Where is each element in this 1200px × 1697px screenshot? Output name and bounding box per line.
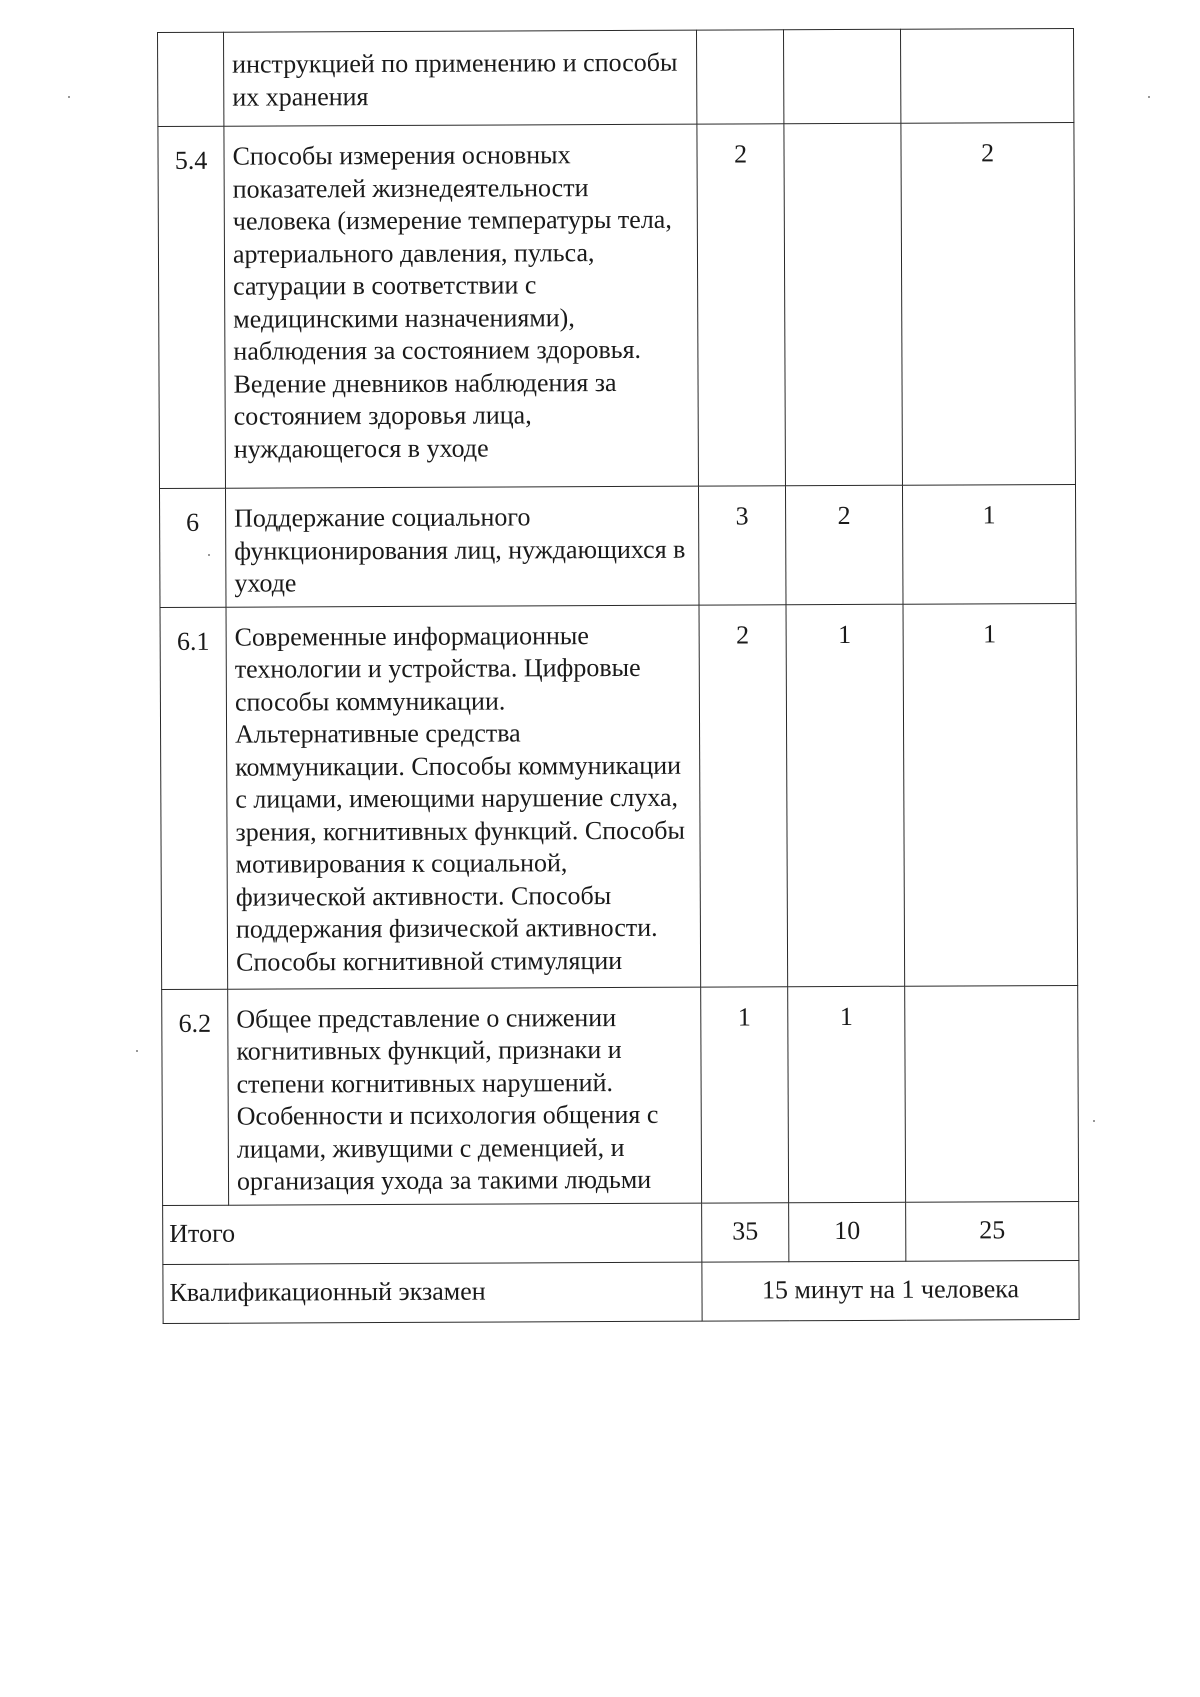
topic-name: Поддержание социального функционирования лиц, нуждающихся в уходе	[225, 486, 699, 607]
topic-name: Современные информационные технологии и устройства. Цифровые способы коммуникации. Альтернативные средства коммуникации. Способы коммуникации с лицами, имеющими нарушение слуха, зрения, когнитивных функций. Способы мотивирования к социальной, физической активности. Способы поддержания физической активности. Способы когнитивной стимуляции	[226, 605, 701, 989]
curriculum-table	[157, 28, 1080, 1323]
hours-theory	[783, 29, 900, 124]
hours-theory: 2	[785, 485, 903, 604]
hours-theory: 1	[788, 986, 906, 1203]
total-theory: 10	[789, 1202, 906, 1262]
hours-total: 3	[698, 486, 786, 605]
row-number: 6.2	[162, 989, 229, 1205]
row-number	[158, 32, 224, 126]
hours-total: 1	[701, 986, 789, 1202]
total-practice: 25	[906, 1201, 1079, 1261]
hours-practice: 1	[903, 603, 1078, 986]
hours-theory: 1	[786, 604, 905, 987]
total-label: Итого	[163, 1203, 702, 1264]
exam-row	[163, 1260, 1079, 1323]
hours-total	[696, 30, 783, 124]
hours-practice: 2	[901, 123, 1076, 486]
total-hours: 35	[702, 1202, 789, 1261]
table-row	[160, 603, 1078, 989]
scan-speck	[68, 96, 70, 98]
total-row	[163, 1201, 1079, 1264]
row-number: 5.4	[158, 126, 226, 488]
table-row	[158, 123, 1076, 489]
hours-practice	[905, 985, 1079, 1202]
scan-speck	[136, 1050, 138, 1052]
hours-theory	[784, 123, 903, 486]
row-number: 6	[159, 488, 226, 607]
scan-speck	[208, 554, 210, 556]
topic-name: Способы измерения основных показателей жизнедеятельности человека (измерение температуры тела, артериального давления, пульса, сатурации в соответствии с медицинскими назначениями), наблюдения за состоянием здоровья. Ведение дневников наблюдения за состоянием здоровья лица, нуждающегося в уходе	[224, 124, 699, 488]
table-row	[162, 985, 1079, 1205]
hours-total: 2	[699, 604, 788, 986]
topic-name: инструкцией по применению и способы их хранения	[224, 30, 697, 126]
topic-name: Общее представление о снижении когнитивных функций, признаки и степени когнитивных нарушений. Особенности и психология общения с лицами, живущими с деменцией, и организация ухода за такими людьми	[228, 987, 702, 1205]
scan-speck	[1148, 96, 1150, 98]
table-row	[159, 484, 1076, 606]
scan-speck	[1093, 1120, 1095, 1122]
hours-practice	[900, 29, 1073, 124]
hours-practice: 1	[902, 484, 1076, 603]
row-number: 6.1	[160, 607, 228, 989]
exam-label: Квалификационный экзамен	[163, 1262, 702, 1323]
exam-duration: 15 минут на 1 человека	[702, 1260, 1079, 1321]
hours-total: 2	[697, 124, 786, 486]
table-row	[158, 29, 1074, 127]
